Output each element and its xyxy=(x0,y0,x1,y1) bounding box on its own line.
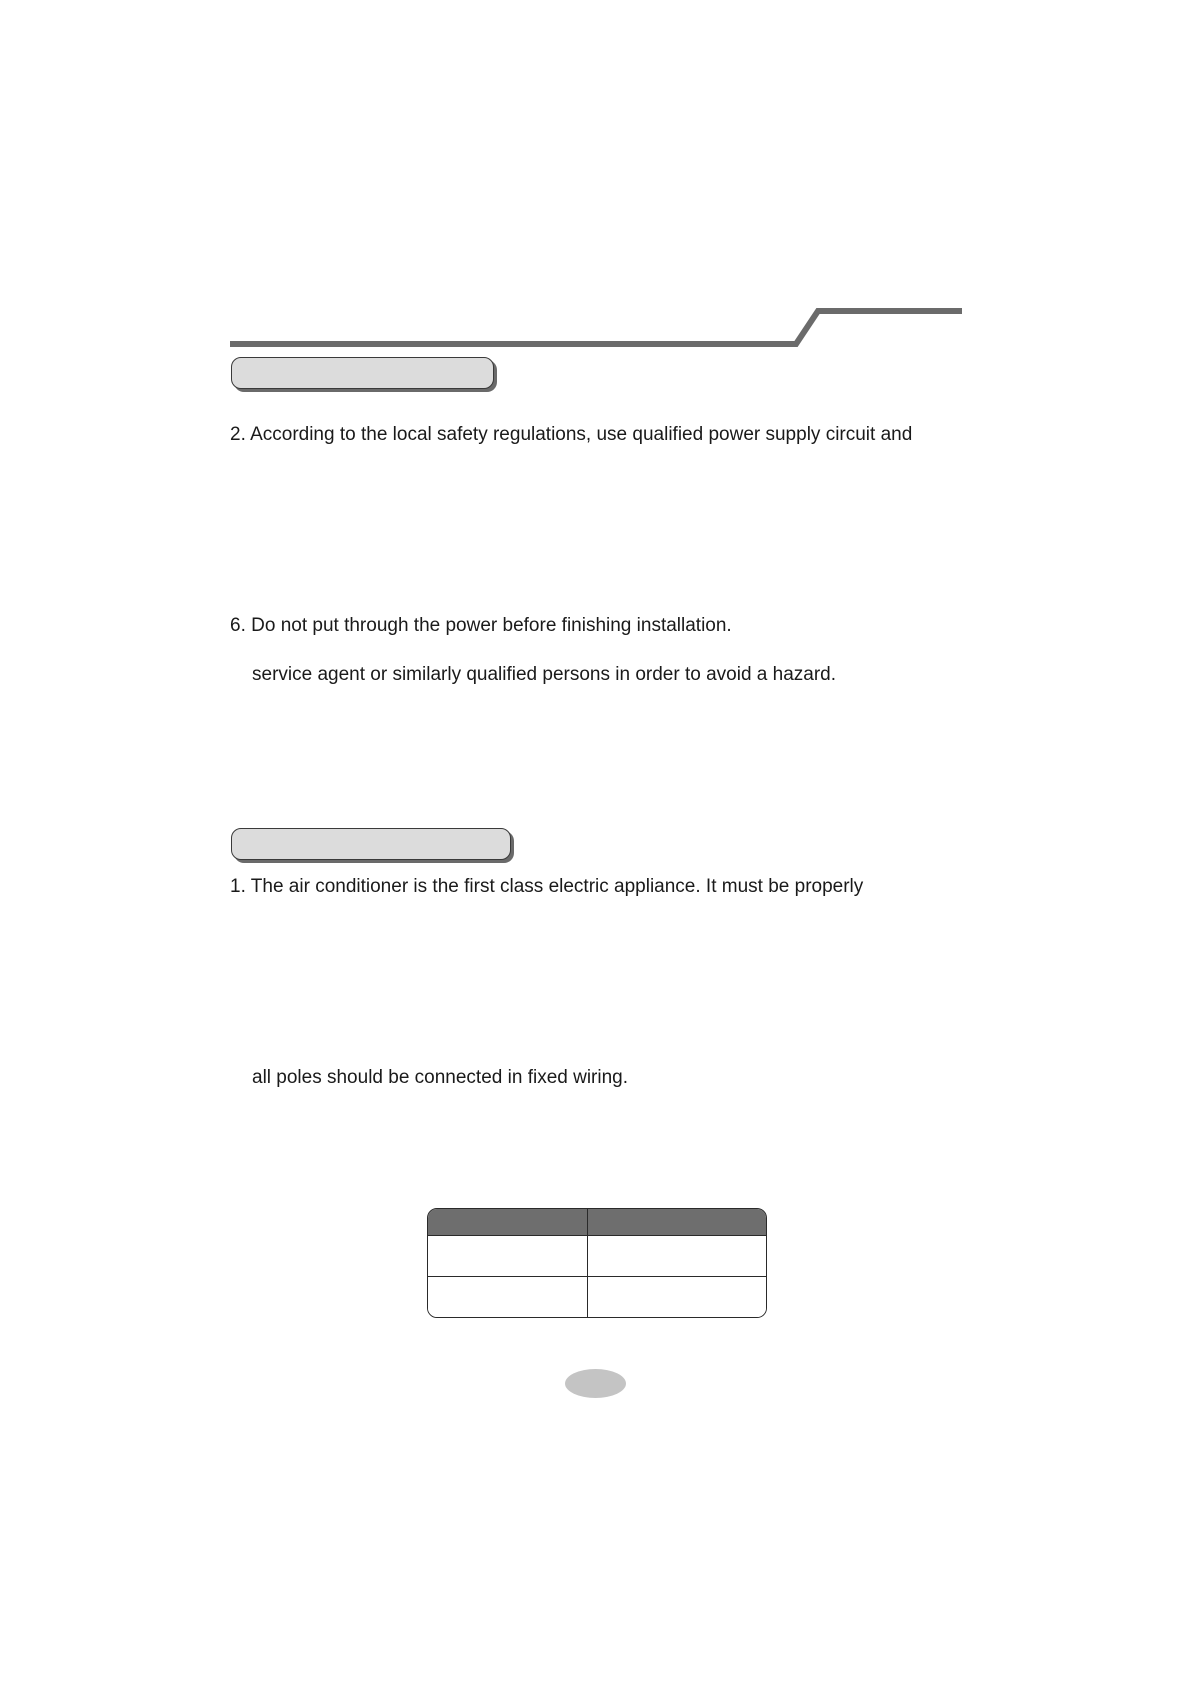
instruction-paragraph: service agent or similarly qualified persons in order to avoid a hazard. xyxy=(252,664,837,685)
instruction-paragraph: all poles should be connected in fixed wiring. xyxy=(252,1067,629,1088)
table-cell xyxy=(428,1235,588,1276)
spec-table xyxy=(427,1208,767,1318)
table-header-cell xyxy=(428,1209,588,1235)
header-rule xyxy=(0,0,1191,400)
table-row xyxy=(428,1276,766,1317)
table-cell xyxy=(588,1276,766,1317)
instruction-paragraph: 1. The air conditioner is the first class electric appliance. It must be properly xyxy=(230,876,864,897)
table-cell xyxy=(588,1235,766,1276)
section-heading-pill xyxy=(231,357,494,389)
table-header-cell xyxy=(588,1209,766,1235)
table-row xyxy=(428,1235,766,1276)
table-header-row xyxy=(428,1209,766,1235)
page-number-badge xyxy=(565,1369,626,1398)
table-cell xyxy=(428,1276,588,1317)
instruction-paragraph: 2. According to the local safety regulations, use qualified power supply circuit and xyxy=(230,424,913,445)
instruction-paragraph: 6. Do not put through the power before finishing installation. xyxy=(230,615,732,636)
section-heading-pill xyxy=(231,828,511,860)
